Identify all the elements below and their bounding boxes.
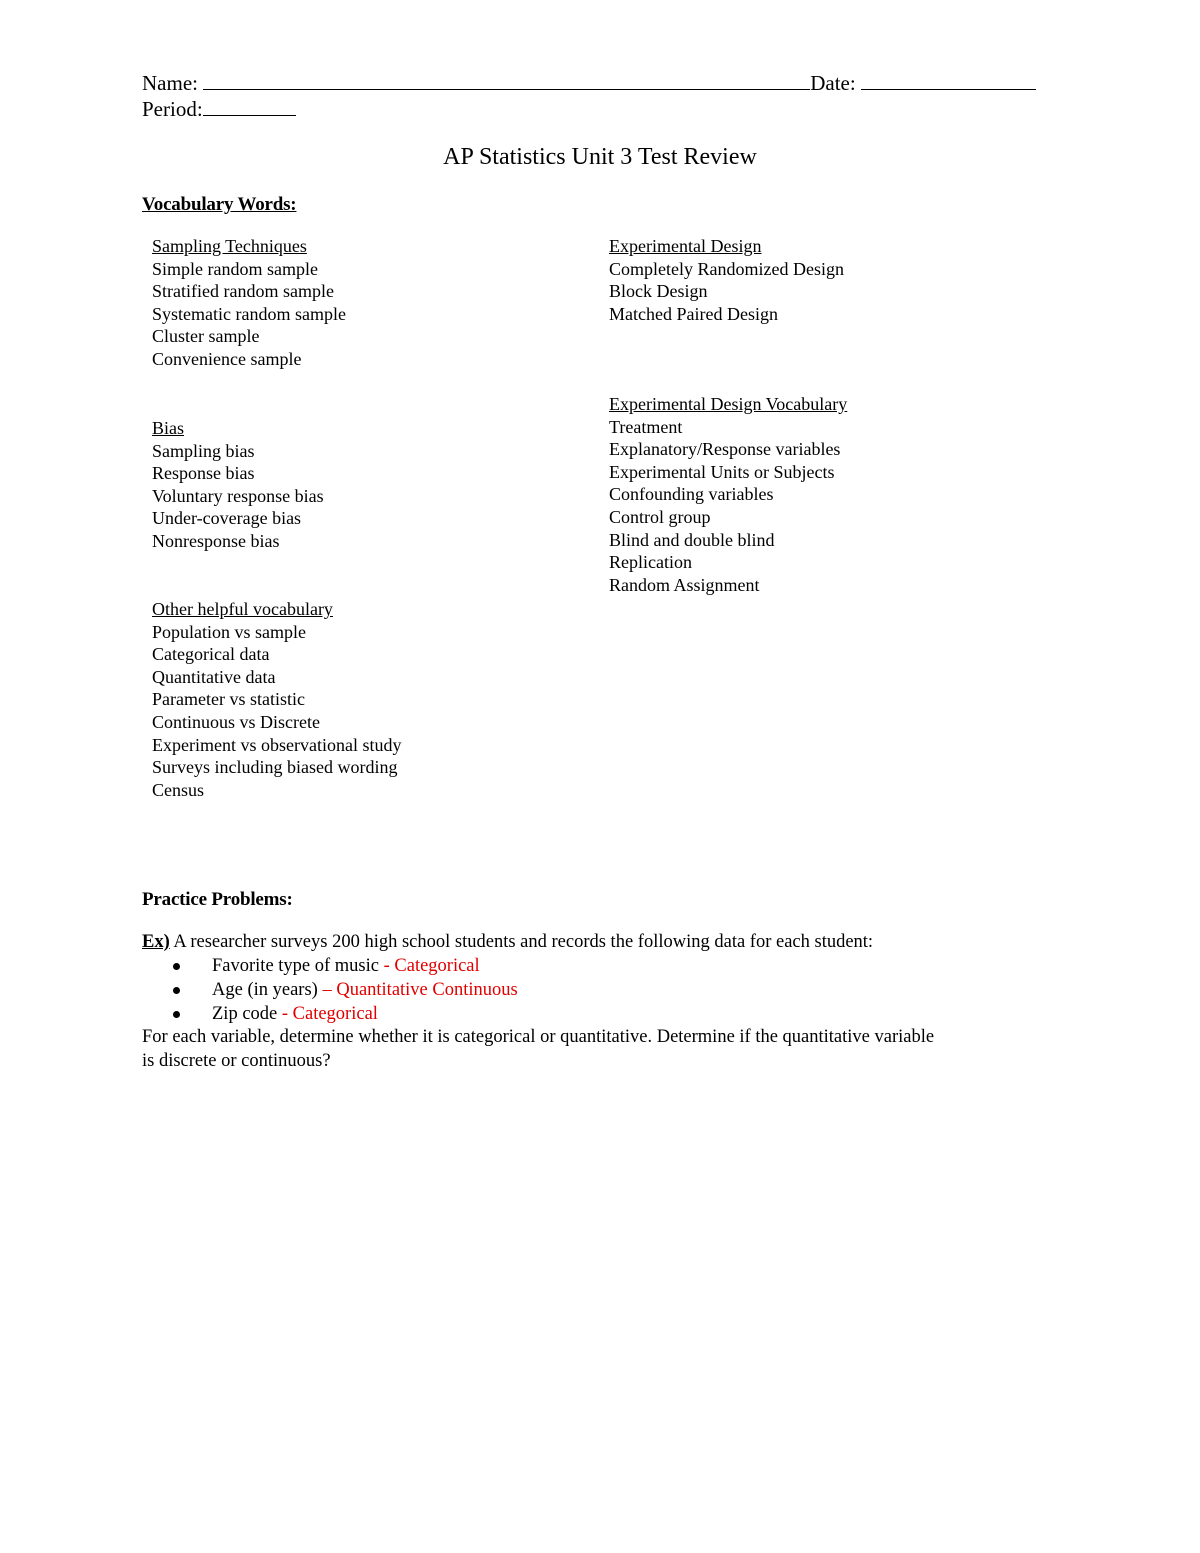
bullet-icon [173, 1011, 180, 1018]
vocab-item: Blind and double blind [609, 529, 775, 550]
vocab-item: Population vs sample [152, 621, 306, 642]
vocab-item: Sampling bias [152, 440, 255, 461]
vocab-item: Systematic random sample [152, 303, 346, 324]
period-label: Period: [142, 97, 203, 121]
group-title: Sampling Techniques [152, 236, 307, 256]
vocab-item: Parameter vs statistic [152, 689, 305, 710]
vocab-left-group-other [152, 598, 401, 801]
bullet-icon [173, 963, 180, 970]
vocab-item: Block Design [609, 281, 708, 302]
page-title: AP Statistics Unit 3 Test Review [443, 144, 757, 170]
date-label: Date: [810, 71, 856, 95]
vocab-left-group-sampling [152, 235, 346, 371]
group-title: Experimental Design [609, 236, 762, 256]
name-label: Name: [142, 71, 198, 95]
variable-name: Age (in years) [212, 980, 318, 1000]
practice-intro-text: A researcher surveys 200 high school students and records the following data for each student: [169, 932, 874, 952]
name-field[interactable] [203, 71, 810, 90]
group-title: Experimental Design Vocabulary [609, 394, 848, 414]
vocab-item: Completely Randomized Design [609, 258, 844, 279]
date-field[interactable] [861, 71, 1036, 90]
vocab-item: Response bias [152, 463, 255, 484]
vocab-item: Cluster sample [152, 326, 260, 347]
vocab-item: Categorical data [152, 644, 270, 665]
vocab-item: Voluntary response bias [152, 485, 324, 506]
vocab-left-group-bias [152, 417, 324, 553]
vocab-item: Stratified random sample [152, 281, 334, 302]
vocab-item: Replication [609, 552, 692, 573]
vocab-item: Treatment [609, 416, 683, 437]
group-title: Bias [152, 418, 185, 438]
vocab-right-group-design [609, 235, 844, 325]
ex-label: Ex) [142, 932, 170, 952]
variable-answer: - Categorical [277, 1004, 378, 1024]
vocab-item: Census [152, 779, 205, 800]
vocab-item: Experimental Units or Subjects [609, 461, 835, 482]
practice-question-line-1: For each variable, determine whether it is categorical or quantitative. Determine if the quantitative variable [142, 1027, 935, 1047]
practice-heading: Practice Problems: [142, 889, 293, 910]
group-title: Other helpful vocabulary [152, 599, 333, 619]
period-field[interactable] [203, 97, 296, 116]
vocab-right-group-design-vocab [609, 393, 847, 596]
practice-question-line-2: is discrete or continuous? [142, 1051, 331, 1071]
header-name-row [142, 71, 1036, 96]
vocab-item: Nonresponse bias [152, 530, 280, 551]
vocab-item: Explanatory/Response variables [609, 439, 841, 460]
variable-name: Favorite type of music [212, 956, 379, 976]
vocab-item: Surveys including biased wording [152, 757, 398, 778]
vocab-item: Convenience sample [152, 348, 302, 369]
vocab-item: Control group [609, 506, 711, 527]
vocab-item: Matched Paired Design [609, 303, 778, 324]
practice-intro [142, 930, 873, 954]
vocab-item: Simple random sample [152, 258, 318, 279]
variable-answer: – Quantitative Continuous [317, 980, 518, 1000]
vocab-item: Continuous vs Discrete [152, 711, 320, 732]
vocab-item: Quantitative data [152, 666, 276, 687]
vocab-item: Experiment vs observational study [152, 734, 402, 755]
variable-name: Zip code [212, 1004, 278, 1024]
bullet-icon [173, 987, 180, 994]
variable-answer: - Categorical [378, 956, 480, 976]
vocab-item: Under-coverage bias [152, 508, 302, 529]
vocab-item: Confounding variables [609, 484, 774, 505]
vocabulary-heading: Vocabulary Words: [142, 194, 297, 215]
vocab-item: Random Assignment [609, 574, 760, 595]
header-period-row [142, 97, 296, 122]
